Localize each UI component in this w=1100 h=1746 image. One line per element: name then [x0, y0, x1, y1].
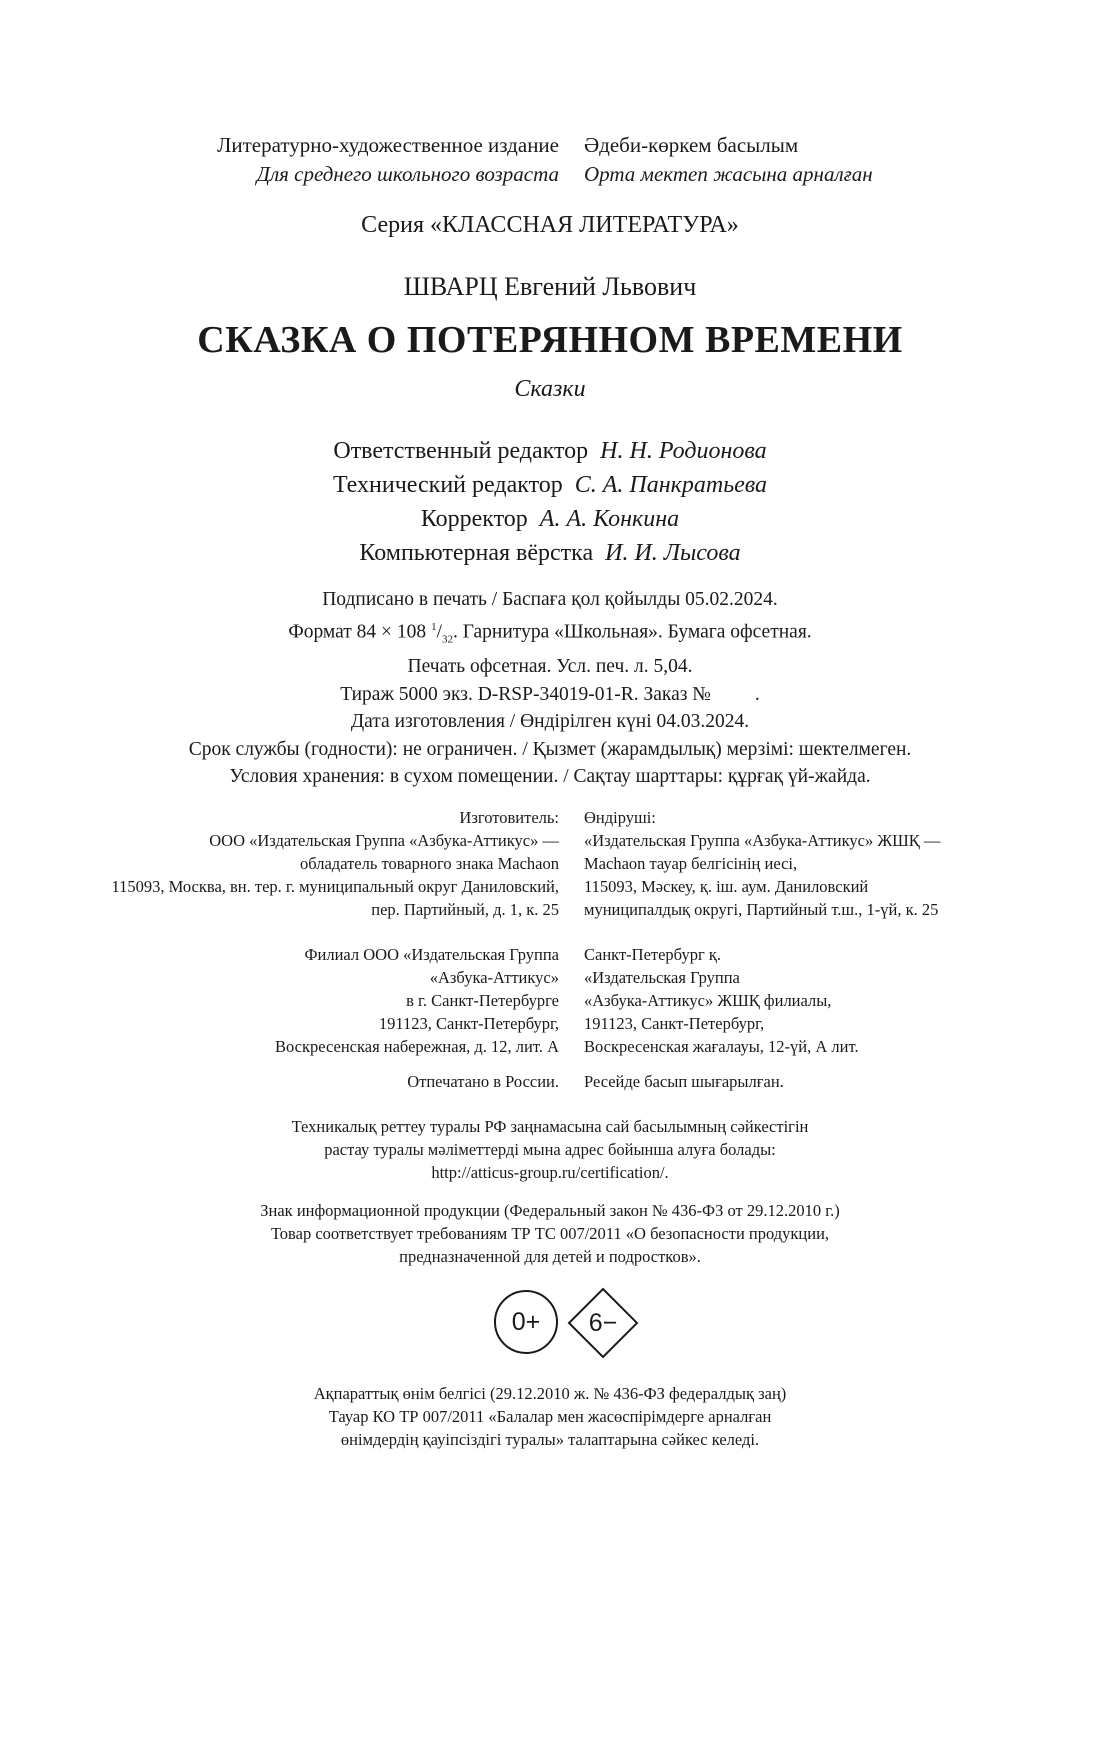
info-kz-block — [0, 1382, 1100, 1451]
signed-line: Подписано в печать / Баспаға қол қойылды 05.02.2024. — [322, 589, 778, 610]
credit-role: Ответственный редактор — [333, 438, 589, 464]
branch-kz-line: Воскресенская жағалауы, 12-үй, А лит. — [584, 1037, 859, 1056]
storage-line: Условия хранения: в сухом помещении. / Сақтау шарттары: құрғақ үй-жайда. — [229, 766, 871, 788]
genre-ru-type: Литературно-художественное издание — [217, 133, 559, 157]
manufacturer-kz — [584, 806, 940, 921]
branch-ru-line: «Азбука-Аттикус» — [429, 968, 559, 987]
credit-role: Компьютерная вёрстка — [359, 540, 594, 566]
series-name: Серия «КЛАССНАЯ ЛИТЕРАТУРА» — [361, 212, 739, 238]
manufacturer-ru-line: пер. Партийный, д. 1, к. 25 — [371, 900, 559, 919]
printed-kz: Ресейде басып шығарылған. — [584, 1072, 784, 1091]
age-circle-label: 0+ — [511, 1307, 541, 1336]
info-kz-line: өнімдердің қауіпсіздігі туралы» талаптарына сәйкес келеді. — [340, 1430, 760, 1449]
age-diamond-mark — [567, 1287, 639, 1359]
certification-line: Техникалық реттеу туралы РФ заңнамасына сай басылымның сәйкестігін — [291, 1117, 809, 1136]
info-ru-line: Знак информационной продукции (Федеральный закон № 436-ФЗ от 29.12.2010 г.) — [260, 1201, 840, 1220]
credit-name: Н. Н. Родионова — [600, 438, 767, 464]
credit-line — [0, 502, 1100, 536]
info-ru-line: предназначенной для детей и подростков». — [399, 1247, 701, 1266]
service-line: Срок службы (годности): не ограничен. / Қызмет (жарамдылық) мерзімі: шектелмеген. — [188, 738, 912, 760]
publication-details — [0, 586, 1100, 791]
info-kz-line: Ақпараттық өнім белгісі (29.12.2010 ж. № 436-ФЗ федералдық заң) — [313, 1384, 787, 1403]
certification-block — [0, 1115, 1100, 1184]
manufacturer-ru-line: ООО «Издательская Группа «Азбука-Аттикус» — — [209, 831, 559, 850]
credit-role: Корректор — [420, 506, 528, 532]
manufacturer-ru-line: Изготовитель: — [459, 808, 559, 827]
credits — [0, 434, 1100, 570]
manufacturer-kz-line: 115093, Мәскеу, қ. іш. аум. Даниловский — [584, 877, 869, 896]
certification-line: растау туралы мәліметтерді мына адрес бойынша алуға болады: — [324, 1140, 776, 1159]
made-line: Дата изготовления / Өндірілген күні 04.03.2024. — [350, 711, 750, 733]
credit-name: С. А. Панкратьева — [574, 472, 768, 498]
genre-kz-age: Орта мектеп жасына арналған — [584, 162, 873, 186]
manufacturer-kz-line: «Издательская Группа «Азбука-Аттикус» ЖШҚ — — [584, 831, 941, 850]
book-title: СКАЗКА О ПОТЕРЯННОМ ВРЕМЕНИ — [197, 319, 903, 361]
branch-kz-line: 191123, Санкт-Петербург, — [584, 1014, 765, 1033]
run-end: . — [754, 683, 760, 705]
manufacturer-ru-line: 115093, Москва, вн. тер. г. муниципальный округ Даниловский, — [111, 877, 559, 896]
genre-kz-type: Әдеби-көркем басылым — [584, 133, 799, 157]
run-line — [0, 681, 1100, 709]
branch-kz-line: Санкт-Петербург қ. — [584, 945, 721, 964]
format-line: Формат 84 × 108 $^1/_{32}$. Гарнитура «Школьная». Бумага офсетная. — [288, 620, 812, 645]
format-post: . Гарнитура «Школьная». Бумага офсетная. — [452, 621, 812, 642]
credit-role: Технический редактор — [332, 472, 563, 498]
credit-name: И. И. Лысова — [605, 540, 741, 566]
format-num: 1 — [431, 620, 437, 633]
age-marks — [0, 1288, 1100, 1364]
branch-ru-line: Воскресенская набережная, д. 12, лит. А — [274, 1037, 559, 1056]
branch-kz-line: «Азбука-Аттикус» ЖШҚ филиалы, — [584, 991, 832, 1010]
format-den: 32 — [441, 632, 453, 645]
manufacturer-ru-line: обладатель товарного знака Machaon — [300, 854, 559, 873]
branch-ru-line: 191123, Санкт-Петербург, — [378, 1014, 559, 1033]
credit-name: А. А. Конкина — [539, 506, 680, 532]
certification-url: http://atticus-group.ru/certification/. — [431, 1163, 669, 1182]
credit-line — [0, 536, 1100, 570]
branch-kz-line: «Издательская Группа — [584, 968, 740, 987]
genre-ru-age: Для среднего школьного возраста — [256, 162, 559, 186]
branch-kz — [584, 943, 859, 1058]
age-diamond-label: 6− — [588, 1308, 618, 1337]
book-subtitle: Сказки — [514, 376, 586, 402]
format-pre: Формат 84 × 108 — [288, 621, 427, 642]
info-ru-block — [0, 1199, 1100, 1268]
printed-ru: Отпечатано в России. — [407, 1072, 559, 1091]
age-circle-mark — [494, 1290, 558, 1354]
branch-ru — [275, 943, 559, 1058]
manufacturer-kz-line: Өндіруші: — [584, 808, 656, 827]
run-text: Тираж 5000 экз. D-RSP-34019-01-R. Заказ № — [340, 683, 711, 705]
info-kz-line: Тауар КО ТР 007/2011 «Балалар мен жасөспірімдерге арналған — [328, 1407, 772, 1426]
branch-ru-line: в г. Санкт-Петербурге — [406, 991, 559, 1010]
manufacturer-kz-line: муниципалдық округі, Партийный т.ш., 1-үй, к. 25 — [584, 900, 939, 919]
branch-ru-line: Филиал ООО «Издательская Группа — [304, 945, 559, 964]
credit-line — [0, 434, 1100, 468]
credit-line — [0, 468, 1100, 502]
info-ru-line: Товар соответствует требованиям ТР ТС 007/2011 «О безопасности продукции, — [270, 1224, 830, 1243]
printing-line: Печать офсетная. Усл. печ. л. 5,04. — [407, 656, 693, 678]
author-name: ШВАРЦ Евгений Львович — [403, 272, 697, 301]
manufacturer-kz-line: Machaon тауар белгісінің иесі, — [584, 854, 798, 873]
manufacturer-ru — [111, 806, 559, 921]
